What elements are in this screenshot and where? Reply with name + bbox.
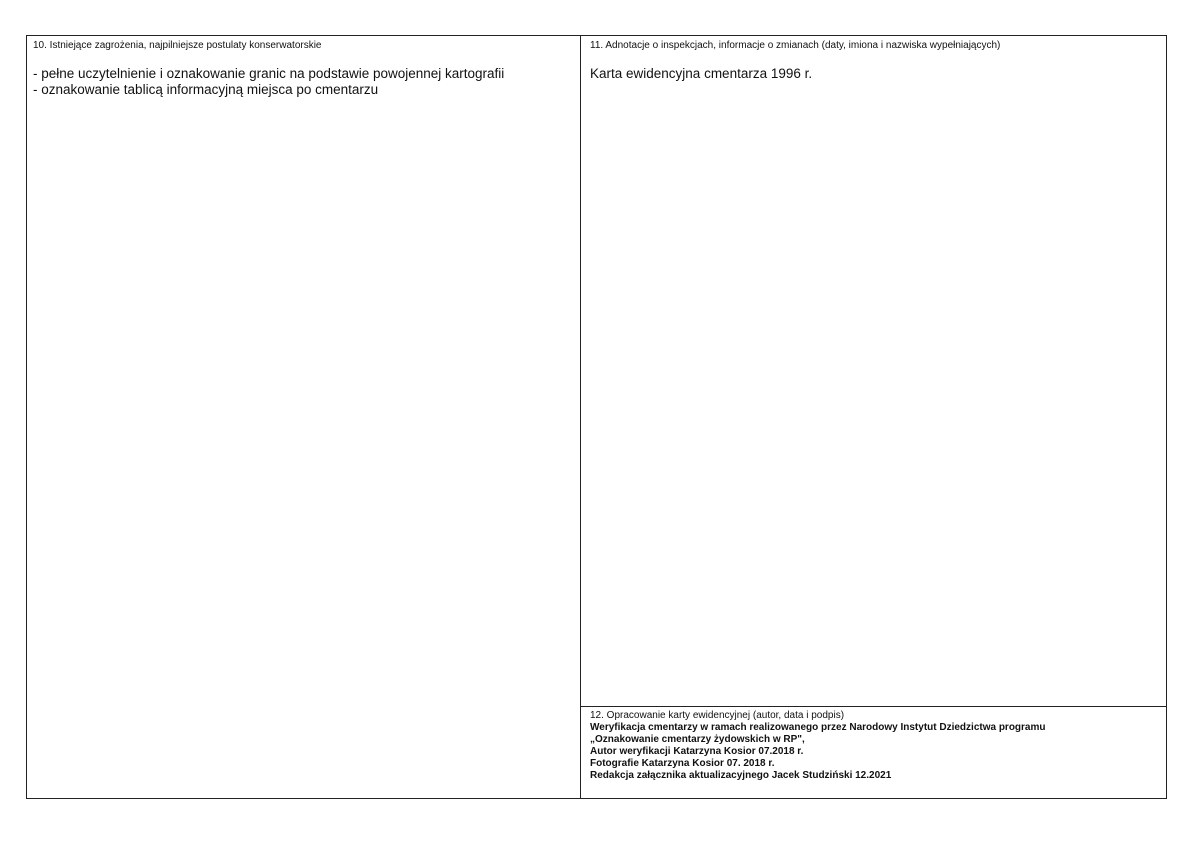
section-11-label: 11. Adnotacje o inspekcjach, informacje o zmianach (daty, imiona i nazwiska wypełniających) — [590, 40, 1001, 51]
section-12-line-1: Weryfikacja cmentarzy w ramach realizowanego przez Narodowy Instytut Dziedzictwa programu — [590, 722, 1046, 733]
form-frame — [26, 35, 1167, 799]
section-10-label: 10. Istniejące zagrożenia, najpilniejsze postulaty konserwatorskie — [33, 40, 322, 51]
section-12-line-5: Redakcja załącznika aktualizacyjnego Jacek Studziński 12.2021 — [590, 770, 892, 781]
section-12-divider — [580, 706, 1167, 707]
section-10-line-2: - oznakowanie tablicą informacyjną miejsca po cmentarzu — [33, 82, 379, 97]
section-10-line-1: - pełne uczytelnienie i oznakowanie granic na podstawie powojennej kartografii — [33, 66, 505, 81]
section-12-label: 12. Opracowanie karty ewidencyjnej (autor, data i podpis) — [590, 710, 845, 721]
column-divider — [580, 35, 581, 799]
section-12-line-4: Fotografie Katarzyna Kosior 07. 2018 r. — [590, 758, 775, 769]
section-12-line-2: „Oznakowanie cmentarzy żydowskich w RP", — [590, 734, 805, 745]
section-12-line-3: Autor weryfikacji Katarzyna Kosior 07.2018 r. — [590, 746, 804, 757]
section-12-content — [590, 722, 1046, 782]
section-11-text: Karta ewidencyjna cmentarza 1996 r. — [590, 66, 813, 81]
